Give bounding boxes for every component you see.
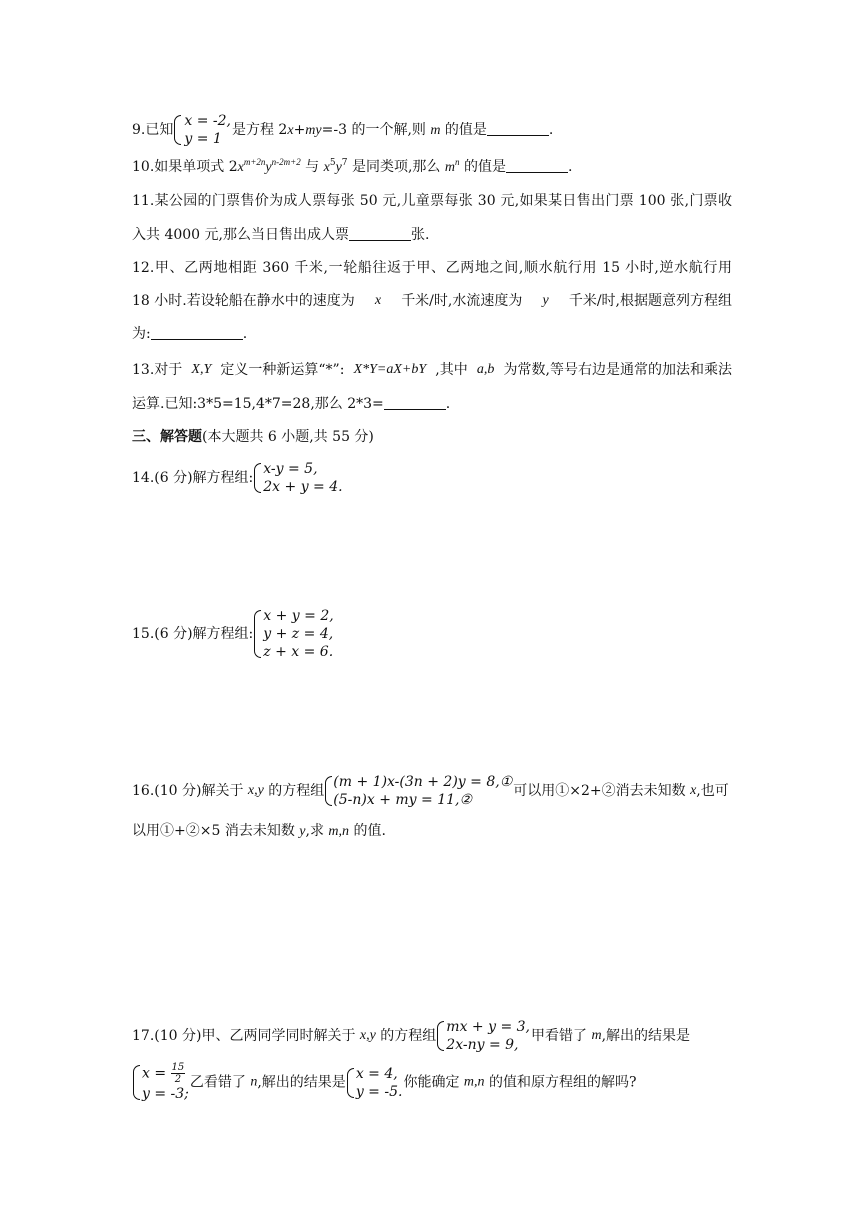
q14-prefix: 14.(6 分)解方程组: [132,470,254,486]
q16-text-6: 的值. [349,823,386,839]
question-11-line-2 [132,225,429,245]
q17-sol1-x: x = [142,1065,171,1082]
q10-exp-3: 5 [329,158,336,168]
q16-eq-2: (5-n)x + my = 11,② [333,792,473,808]
q12-text-4: 为: [132,326,151,342]
question-13-line-2 [132,394,450,414]
q15-eq-3: z + x = 6. [263,644,334,660]
q12-text-1: 18 小时.若设轮船在静水中的速度为 [132,293,355,309]
q17-text-7: 的值和原方程组的解吗? [484,1074,637,1091]
q16-text-4: 以用①+②×5 消去未知数 [132,823,300,839]
q17-mn: m,n [463,1074,485,1090]
q12-line-1: 12.甲、乙两地相距 360 千米,一轮船往返于甲、乙两地之间,顺水航行用 15 小时,逆水航行用 [132,260,732,276]
q17-prefix: 17.(10 分)甲、乙两同学同时解关于 [132,1028,360,1044]
q10-exp-1: m+2n [243,157,266,167]
question-15 [132,607,335,661]
q16-y: y [299,824,306,839]
q12-end: . [242,326,248,342]
question-16 [132,773,732,809]
q9-eq-1: x = -2, [184,113,231,129]
q17-text-1: 的方程组 [375,1028,437,1044]
q10-y2: y [335,160,342,175]
q10-text-2: 是同类项,那么 [347,159,445,175]
q13-text-5: 运算.已知:3*5=15,4*7=28,那么 2*3= [132,396,384,412]
q10-end: . [567,159,573,175]
q9-eq-2: y = 1 [184,131,222,147]
q17-text-3: ,解出的结果是 [601,1028,691,1044]
question-16-line-2 [132,821,386,842]
q9-plus: + [293,122,306,138]
q9-var-x: x [287,123,294,138]
q11-line-1: 11.某公园的门票售价为成人票每张 50 元,儿童票每张 30 元,如果某日售出门票 100 张,门票收 [132,193,732,209]
q15-eq-2: y + z = 4, [263,626,334,642]
q15-system [254,607,333,661]
q17-text-6: 你能确定 [403,1074,464,1091]
question-9 [132,112,553,148]
q16-text-2: 可以用①×2+②消去未知数 [513,783,691,799]
q16-text-5: ,求 [305,823,329,839]
q13-answer-blank[interactable] [384,395,446,410]
q10-text-1: 与 [300,159,324,175]
q16-mn: m,n [328,824,350,839]
question-17-line-2 [132,1062,637,1103]
q16-text-1: 的方程组 [263,783,325,799]
section-3-title: 三、解答题 [132,429,202,445]
q9-text-1: 是方程 2 [231,122,288,138]
q12-text-2: 千米/时,水流速度为 [401,293,523,309]
q9-var-m: m [430,123,441,138]
question-12-line-2 [132,291,732,311]
q16-xy: x,y [247,783,264,798]
q12-x: x [374,293,382,308]
question-12-line-3 [132,324,247,344]
q10-exp-n: n [455,157,460,167]
q14-system [254,460,342,496]
q10-exp-2: n-2m+2 [271,157,301,167]
q12-answer-blank[interactable] [151,325,243,340]
q10-text-3: 的值是 [459,159,506,175]
q17-solution-2 [347,1065,403,1101]
q17-sol2-eq-1: x = 4, [355,1065,398,1082]
question-14 [132,460,344,496]
q17-text-4: 乙看错了 [189,1074,251,1091]
question-10 [132,157,572,178]
q13-text-1: 13.对于 [132,362,183,378]
q13-text-2: 定义一种新运算“*”: [220,362,345,378]
q14-eq-2: 2x + y = 4. [263,479,343,495]
q17-frac-num: 15 [171,1062,185,1073]
q9-prefix: 9.已知 [132,122,174,138]
q9-var-my: my [305,123,322,138]
q15-prefix: 15.(6 分)解方程组: [132,626,254,642]
q12-text-3: 千米/时,根据题意列方程组 [568,293,732,309]
q16-system [325,773,512,809]
q17-eq-2: 2x-ny = 9, [446,1037,519,1053]
q13-text-4: 为常数,等号右边是通常的加法和乘法 [503,362,732,378]
q12-y: y [542,293,549,308]
q13-end: . [445,396,451,412]
q17-fraction [171,1062,186,1085]
q10-m: m [444,160,456,175]
q16-prefix: 16.(10 分)解关于 [132,783,248,799]
question-13 [132,360,732,380]
q11-text-2: 张. [410,227,430,243]
q17-solution-1 [133,1062,189,1103]
q13-ab: a,b [476,362,495,377]
q14-eq-1: x-y = 5, [263,461,318,477]
q9-system [174,112,231,148]
q17-system [437,1018,530,1054]
q11-answer-blank[interactable] [349,226,411,241]
q10-y: y [265,160,272,175]
section-3-heading [132,427,374,447]
q9-text-2: =-3 的一个解,则 [321,122,431,138]
q10-answer-blank[interactable] [506,158,568,173]
q9-text-3: 的值是 [440,122,487,138]
q17-sol1-eq-1 [142,1062,189,1085]
question-12 [132,258,732,278]
q16-eq-1: (m + 1)x-(3n + 2)y = 8,① [333,774,513,790]
q17-eq-1: mx + y = 3, [446,1019,530,1035]
q17-xy: x,y [359,1028,376,1043]
q17-m: m [591,1028,602,1043]
question-17 [132,1018,690,1054]
q10-prefix: 10.如果单项式 2 [132,159,238,175]
q17-n: n [250,1074,258,1090]
q16-text-3: ,也可 [696,783,729,799]
q10-x2: x [323,160,330,175]
q10-x: x [237,160,244,175]
q13-xy: X,Y [191,362,212,377]
q11-text-1: 入共 4000 元,那么当日售出成人票 [132,227,349,243]
q17-frac-den: 2 [174,1074,182,1085]
q17-text-2: 甲看错了 [531,1028,592,1044]
q17-text-5: ,解出的结果是 [257,1074,346,1091]
q15-eq-1: x + y = 2, [263,608,334,624]
q16-x: x [690,783,697,798]
q10-exp-4: 7 [341,158,348,168]
q13-text-3: ,其中 [435,362,468,378]
q17-sol2-eq-2: y = -5. [355,1083,403,1100]
q9-answer-blank[interactable] [487,121,549,136]
q9-end: . [548,122,554,138]
section-3-note: (本大题共 6 小题,共 55 分) [202,429,374,445]
q17-sol1-eq-2: y = -3; [142,1086,189,1102]
q13-formula: X*Y=aX+bY [353,362,427,377]
question-11 [132,191,732,211]
